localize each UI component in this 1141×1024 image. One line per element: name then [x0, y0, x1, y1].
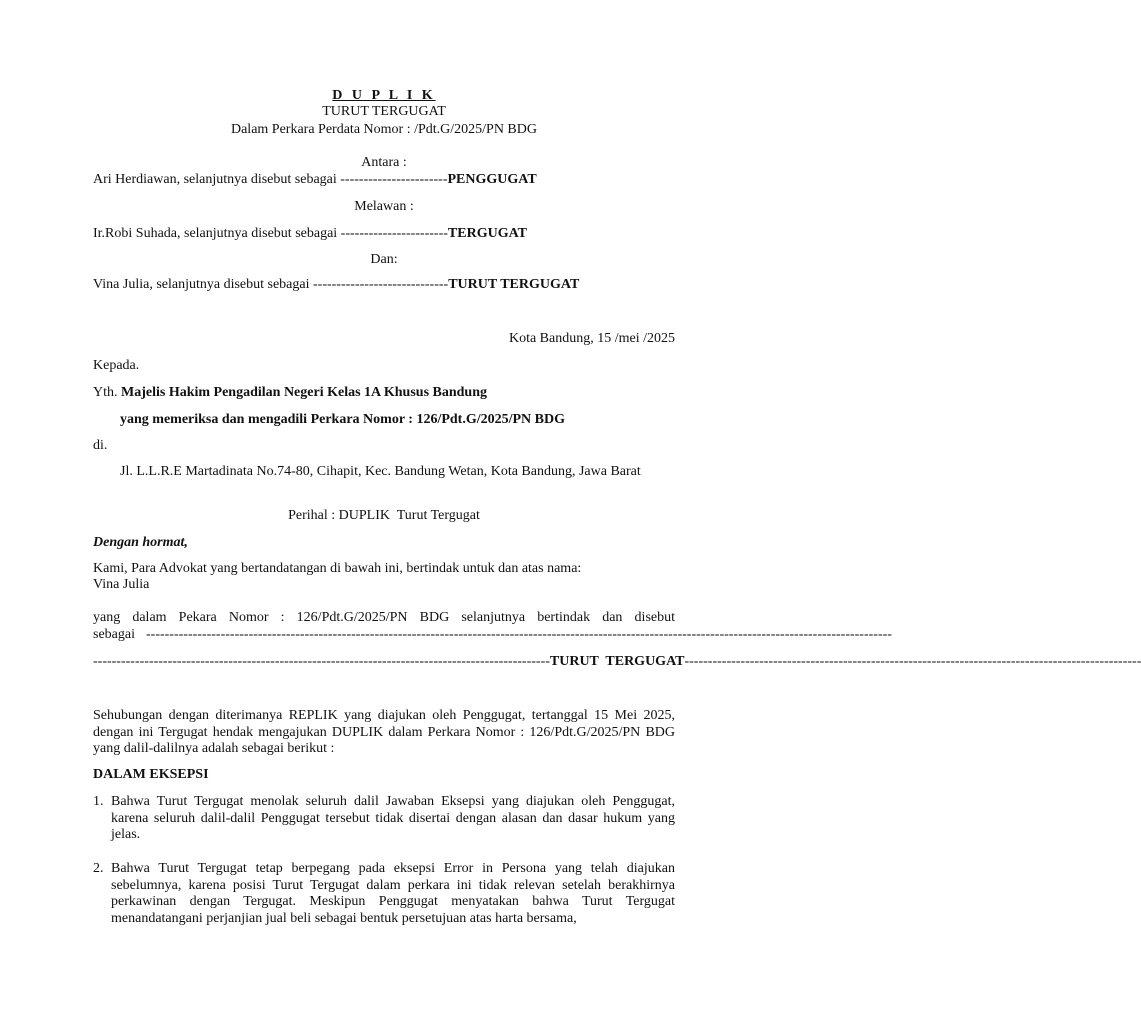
plaintiff-line [93, 172, 537, 188]
case-number-line: Dalam Perkara Perdata Nomor : /Pdt.G/2025/PN BDG [230, 122, 537, 137]
perihal-line: Perihal : DUPLIK Turut Tergugat [288, 508, 480, 523]
representation-line-1: yang dalam Pekara Nomor : 126/Pdt.G/2025/PN BDG selanjutnya bertindak dan disebut [93, 610, 675, 625]
document-title: D U P L I K [332, 88, 436, 103]
addressee-line-2: yang memeriksa dan mengadili Perkara Nomor : 126/Pdt.G/2025/PN BDG [120, 412, 565, 427]
kami-line: Kami, Para Advokat yang bertandatangan di bawah ini, bertindak untuk dan atas nama: [93, 561, 582, 576]
defendant-text: Ir.Robi Suhada, selanjutnya disebut sebagai ----------------------- [93, 226, 448, 241]
dash-leader: -------------------------------------------------------------------------------------------------- [93, 654, 550, 669]
court-address: Jl. L.L.R.E Martadinata No.74-80, Cihapit, Kec. Bandung Wetan, Kota Bandung, Jawa Barat [120, 464, 641, 479]
yth-label: Yth. [93, 385, 121, 400]
dash-leader: ---------------------------------------------------------------------------------------------------------------------------------------------------------------- [146, 627, 892, 642]
yth-line [93, 385, 487, 401]
list-number: 1. [93, 794, 104, 809]
place-date: Kota Bandung, 15 /mei /2025 [508, 331, 675, 346]
list-text: Bahwa Turut Tergugat tetap berpegang pada eksepsi Error in Persona yang telah diajukan sebelumnya, karena posisi Turut Tergugat dalam perkara ini tidak relevan setelah berakhirnya perkawinan dengan Tergugat. Meskipun Penggugat menyatakan bahwa Turut Tergugat menandatangani perjanjian jual beli sebagai bentuk persetujuan atas harta bersama, [111, 861, 675, 926]
list-text: Bahwa Turut Tergugat menolak seluruh dalil Jawaban Eksepsi yang diajukan oleh Penggugat, karena seluruh dalil-dalil Penggugat tersebut tidak disertai dengan alasan dan dasar hukum yang jelas. [111, 794, 675, 842]
sehubungan-paragraph: Sehubungan dengan diterimanya REPLIK yang diajukan oleh Penggugat, tertanggal 15 Mei 2025, dengan ini Tergugat hendak mengajukan DUPLIK dalam Perkara Nomor : 126/Pdt.G/2025/PN BDG yang dalil-dalilnya adalah sebagai berikut : [93, 708, 675, 756]
kepada-label: Kepada. [93, 358, 140, 373]
di-label: di. [93, 438, 108, 453]
defendant-role: TERGUGAT [447, 226, 527, 241]
sebagai-label: sebagai [93, 627, 135, 642]
dan-label: Dan: [370, 252, 398, 267]
list-number: 2. [93, 861, 104, 876]
majelis-name: Majelis Hakim Pengadilan Negeri Kelas 1A Khusus Bandung [121, 385, 487, 400]
role-label: TURUT TERGUGAT [549, 654, 685, 669]
plaintiff-role: PENGGUGAT [447, 172, 537, 187]
client-name: Vina Julia [93, 577, 150, 592]
melawan-label: Melawan : [354, 199, 414, 214]
greeting: Dengan hormat, [93, 535, 188, 550]
plaintiff-text: Ari Herdiawan, selanjutnya disebut sebagai ----------------------- [93, 172, 448, 187]
co-defendant-role: TURUT TERGUGAT [448, 277, 580, 292]
co-defendant-text: Vina Julia, selanjutnya disebut sebagai ----------------------------- [93, 277, 449, 292]
co-defendant-line [93, 277, 579, 293]
dash-leader: -------------------------------------------------------------------------------------------------- [684, 654, 1141, 669]
role-line [93, 654, 1141, 670]
antara-label: Antara : [361, 155, 407, 170]
document-subtitle: TURUT TERGUGAT [322, 104, 446, 119]
defendant-line [93, 226, 527, 242]
section-title: DALAM EKSEPSI [93, 767, 209, 782]
